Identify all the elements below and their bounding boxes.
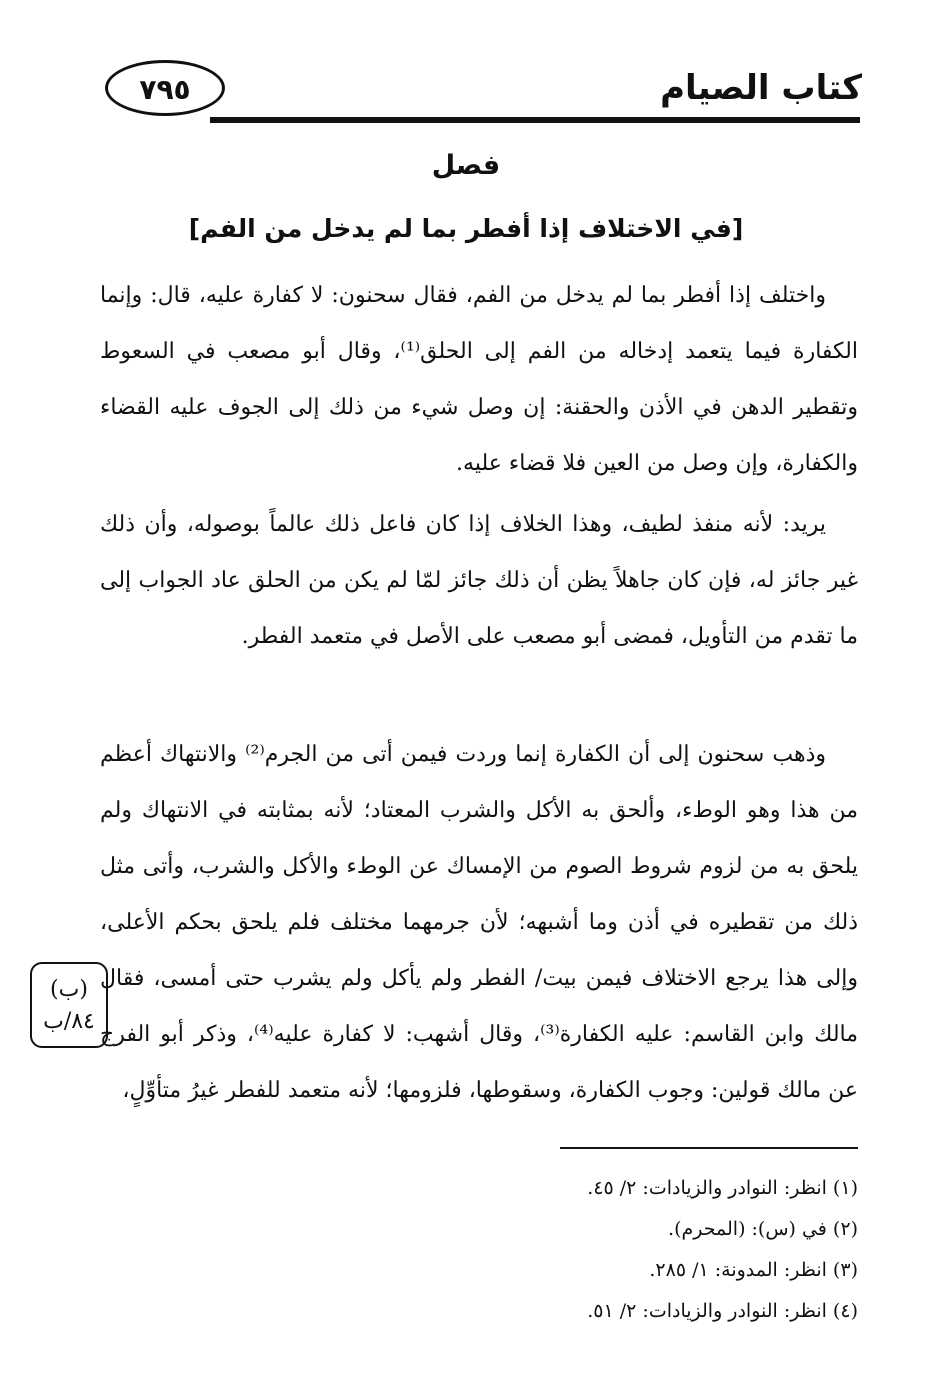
paragraph-text: واختلف إذا أفطر بما لم يدخل من الفم، فقال سحنون: لا كفارة عليه، قال: وإنما الكفارة فيما يتعمد إدخاله من الفم إلى الحلق⁽¹⁾، وقال أبو مصعب في السعوط وتقطير الدهن في الأذن والحقنة: إن وصل شيء من ذلك إلى الجوف عليه القضاء والكفارة، وإن وصل من العين فلا قضاء عليه. (100, 283, 858, 476)
page-number: ٧٩٥ (139, 73, 191, 106)
paragraph-2 (100, 497, 858, 665)
footnote-3: (٣) انظر: المدونة: ١/ ٢٨٥. (649, 1259, 858, 1281)
paragraph-text: وذهب سحنون إلى أن الكفارة إنما وردت فيمن أتى من الجرم⁽²⁾ والانتهاك أعظم من هذا وهو الوطء، وألحق به الأكل والشرب المعتاد؛ لأنه بمثابته في الانتهاك ولم يلحق به من لزوم شروط الصوم من الإمساك عن الوطء والأكل والشرب، وأتى مثل ذلك من تقطيره في أذن وما أشبهه؛ لأن جرمهما مختلف فلم يلحق بحكم الأعلى، وإلى هذا يرجع الاختلاف فيمن بيت/ الفطر ولم يأكل ولم يشرب حتى أمسى، فقال مالك وابن القاسم: عليه الكفارة⁽³⁾، وقال أشهب: لا كفارة عليه⁽⁴⁾، وذكر أبو الفرج عن مالك قولين: وجوب الكفارة، وسقوطها، فلزومها؛ لأنه متعمد للفطر غيرُ متأوِّلٍ، (100, 742, 859, 1103)
footnote-separator (560, 1147, 858, 1149)
footnote-2: (٢) في (س): (المحرم). (668, 1218, 858, 1240)
footnote-1: (١) انظر: النوادر والزيادات: ٢/ ٤٥. (587, 1177, 858, 1199)
page-number-oval (105, 60, 225, 116)
footnote-4: (٤) انظر: النوادر والزيادات: ٢/ ٥١. (587, 1300, 858, 1322)
book-title: كتاب الصيام (660, 68, 862, 108)
margin-note-line1: (ب) (50, 977, 88, 1002)
header-rule (210, 117, 860, 123)
manuscript-margin-note (30, 962, 108, 1048)
section-heading: فصل (431, 150, 501, 181)
paragraph-1 (100, 268, 858, 492)
paragraph-text: يريد: لأنه منفذ لطيف، وهذا الخلاف إذا كان فاعل ذلك عالماً بوصوله، وأن ذلك غير جائز له، فإن كان جاهلاً يظن أن ذلك جائز لمّا لم يكن من الحلق عاد الجواب إلى ما تقدم من التأويل، فمضى أبو مصعب على الأصل في متعمد الفطر. (100, 512, 858, 649)
section-subheading: [في الاختلاف إذا أفطر بما لم يدخل من الفم] (188, 214, 744, 243)
margin-note-line2: ٨٤/ب (43, 1009, 95, 1034)
paragraph-3 (100, 727, 858, 1119)
footnotes (298, 1168, 858, 1332)
